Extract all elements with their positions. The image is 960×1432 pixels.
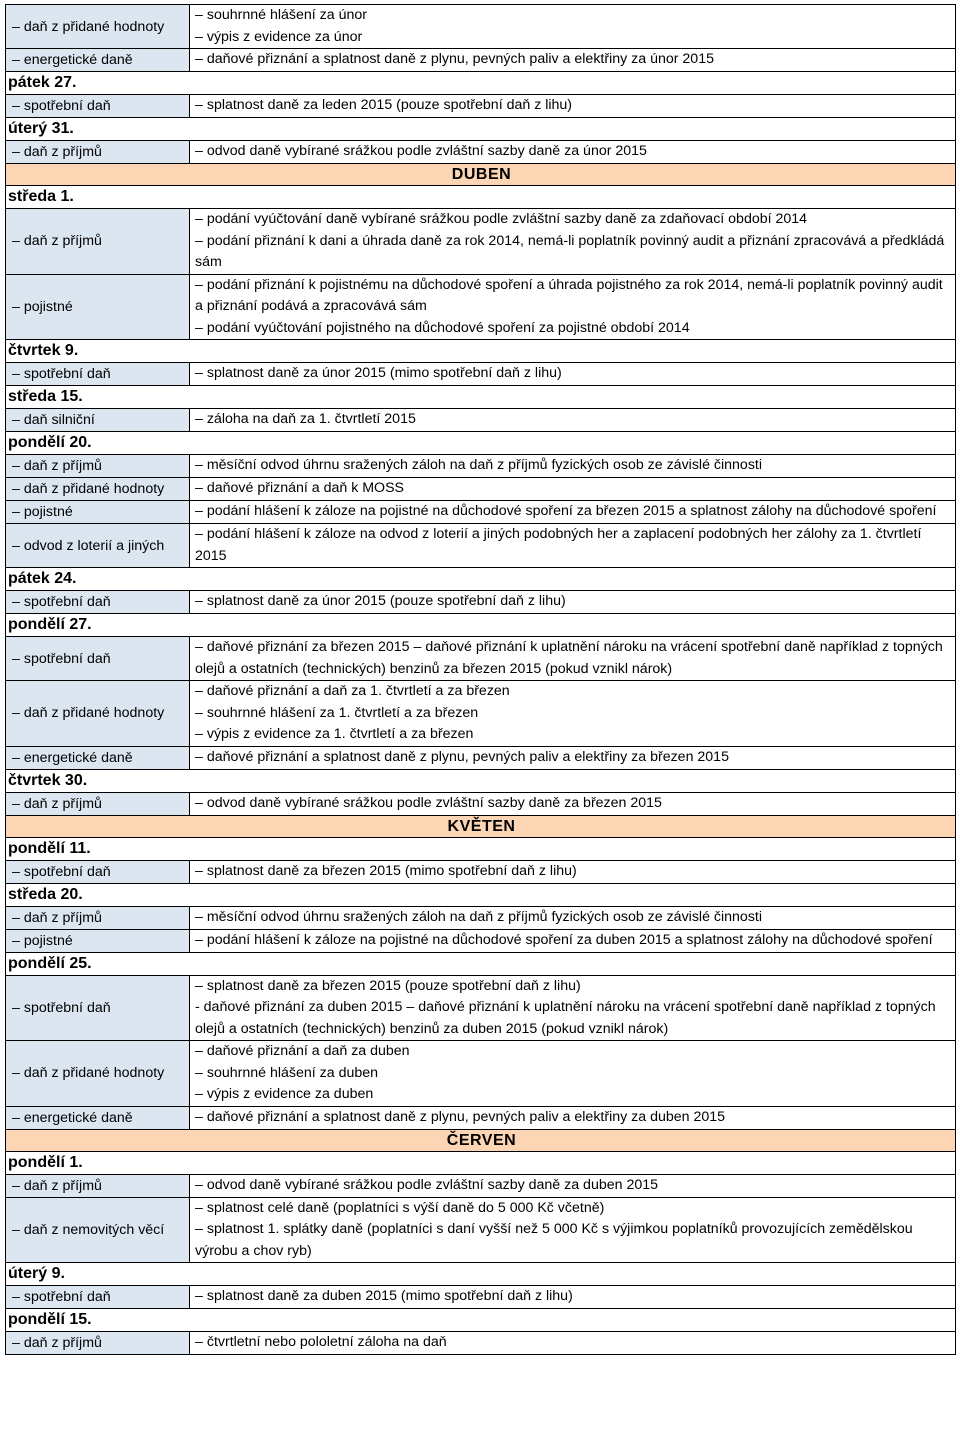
month-header-row — [6, 164, 956, 186]
entry-row — [6, 141, 956, 164]
entry-category: – odvod z loterií a jiných — [12, 538, 164, 554]
entry-row — [6, 637, 956, 681]
entry-item: – splatnost daně za duben 2015 (mimo spotřební daň z lihu) — [195, 1286, 951, 1308]
entry-item: – podání vyúčtování daně vybírané srážkou podle zvláštní sazby daně za zdaňovací období 2014 — [195, 209, 951, 231]
day-label: středa 15. — [6, 386, 956, 409]
entry-item: – splatnost daně za únor 2015 (mimo spotřební daň z lihu) — [195, 363, 951, 385]
day-header-row — [6, 386, 956, 409]
entry-item: – výpis z evidence za 1. čtvrtletí a za březen — [195, 724, 951, 746]
entry-category: – energetické daně — [12, 750, 133, 766]
entry-row — [6, 209, 956, 275]
entry-category: – daň z přidané hodnoty — [12, 19, 164, 35]
entry-category-cell — [6, 1286, 190, 1309]
entry-category: – pojistné — [12, 933, 73, 949]
entry-category: – daň z přidané hodnoty — [12, 1065, 164, 1081]
entry-category-cell — [6, 5, 190, 49]
entry-item: – podání přiznání k dani a úhrada daně za rok 2014, nemá-li poplatník povinný audit a přiznání zpracovává a předkládá sám — [195, 231, 951, 274]
entry-description-cell — [190, 792, 956, 815]
entry-category-cell — [6, 1332, 190, 1355]
entry-category: – energetické daně — [12, 1110, 133, 1126]
entry-row — [6, 363, 956, 386]
entry-row — [6, 591, 956, 614]
entry-category-cell — [6, 929, 190, 952]
entry-category: – pojistné — [12, 299, 73, 315]
entry-description-cell — [190, 274, 956, 340]
day-header-row — [6, 1309, 956, 1332]
entry-category-cell — [6, 906, 190, 929]
entry-row — [6, 478, 956, 501]
entry-description-cell — [190, 1174, 956, 1197]
entry-description-cell — [190, 49, 956, 72]
entry-category-cell — [6, 1041, 190, 1107]
entry-row — [6, 455, 956, 478]
entry-item: – splatnost daně za leden 2015 (pouze spotřební daň z lihu) — [195, 95, 951, 117]
entry-row — [6, 95, 956, 118]
month-label: KVĚTEN — [6, 815, 956, 837]
entry-row — [6, 1174, 956, 1197]
entry-item: – výpis z evidence za únor — [195, 27, 951, 49]
entry-row — [6, 5, 956, 49]
day-label: pondělí 20. — [6, 432, 956, 455]
day-header-row — [6, 837, 956, 860]
entry-description-cell — [190, 524, 956, 568]
entry-item: – splatnost daně za únor 2015 (pouze spotřební daň z lihu) — [195, 591, 951, 613]
entry-category-cell — [6, 455, 190, 478]
entry-category-cell — [6, 141, 190, 164]
entry-description-cell — [190, 1041, 956, 1107]
entry-row — [6, 929, 956, 952]
entry-row — [6, 409, 956, 432]
entry-category: – daň z příjmů — [12, 796, 102, 812]
entry-item: – splatnost 1. splátky daně (poplatníci s daní vyšší než 5 000 Kč s výjimkou poplatníků provozujících zemědělskou výrobu a chov ryb) — [195, 1219, 951, 1262]
entry-description-cell — [190, 929, 956, 952]
entry-description-cell — [190, 141, 956, 164]
day-label: pondělí 27. — [6, 614, 956, 637]
day-label: úterý 9. — [6, 1263, 956, 1286]
entry-description-cell — [190, 95, 956, 118]
day-label: pondělí 1. — [6, 1151, 956, 1174]
day-label: středa 1. — [6, 186, 956, 209]
entry-description-cell — [190, 975, 956, 1041]
entry-category-cell — [6, 1174, 190, 1197]
entry-description-cell — [190, 860, 956, 883]
entry-item: – daňové přiznání a splatnost daně z plynu, pevných paliv a elektřiny za březen 2015 — [195, 747, 951, 769]
day-header-row — [6, 1263, 956, 1286]
entry-description-cell — [190, 1197, 956, 1263]
month-label: ČERVEN — [6, 1129, 956, 1151]
day-header-row — [6, 883, 956, 906]
entry-category: – spotřební daň — [12, 366, 111, 382]
entry-description-cell — [190, 591, 956, 614]
entry-category: – spotřební daň — [12, 594, 111, 610]
day-label: čtvrtek 9. — [6, 340, 956, 363]
entry-row — [6, 1106, 956, 1129]
entry-row — [6, 792, 956, 815]
tax-calendar-table — [5, 4, 956, 1355]
entry-row — [6, 906, 956, 929]
entry-item: – záloha na daň za 1. čtvrtletí 2015 — [195, 409, 951, 431]
entry-description-cell — [190, 5, 956, 49]
day-header-row — [6, 340, 956, 363]
day-header-row — [6, 72, 956, 95]
entry-item: - daňové přiznání za duben 2015 – daňové přiznání k uplatnění nároku na vrácení spotřební daně například z topných olejů a ostatních (technických) benzinů za duben 2015 (pokud vznikl nárok) — [195, 999, 936, 1037]
entry-category-cell — [6, 209, 190, 275]
entry-category: – daň z příjmů — [12, 910, 102, 926]
entry-category: – daň silniční — [12, 412, 95, 428]
entry-row — [6, 1041, 956, 1107]
tax-calendar-body — [6, 5, 956, 1355]
entry-category: – daň z přidané hodnoty — [12, 481, 164, 497]
entry-item: – splatnost daně za březen 2015 (pouze spotřební daň z lihu) — [195, 976, 951, 998]
entry-category-cell — [6, 274, 190, 340]
entry-item: – daňové přiznání a daň za 1. čtvrtletí a za březen — [195, 681, 951, 703]
entry-row — [6, 1197, 956, 1263]
entry-category: – spotřební daň — [12, 1000, 111, 1016]
entry-item: – odvod daně vybírané srážkou podle zvláštní sazby daně za duben 2015 — [195, 1175, 951, 1197]
entry-description-cell — [190, 1106, 956, 1129]
entry-row — [6, 681, 956, 747]
entry-category-cell — [6, 478, 190, 501]
day-label: pátek 24. — [6, 568, 956, 591]
day-header-row — [6, 769, 956, 792]
entry-item: – daňové přiznání a daň za duben — [195, 1041, 951, 1063]
entry-item: – splatnost daně za březen 2015 (mimo spotřební daň z lihu) — [195, 861, 951, 883]
day-header-row — [6, 432, 956, 455]
entry-description-cell — [190, 478, 956, 501]
month-header-row — [6, 1129, 956, 1151]
entry-item: – daňové přiznání a daň k MOSS — [195, 478, 951, 500]
entry-item: – odvod daně vybírané srážkou podle zvláštní sazby daně za březen 2015 — [195, 793, 951, 815]
entry-category-cell — [6, 792, 190, 815]
day-label: pondělí 25. — [6, 952, 956, 975]
entry-category-cell — [6, 591, 190, 614]
entry-row — [6, 274, 956, 340]
entry-item: – souhrnné hlášení za duben — [195, 1063, 951, 1085]
entry-category-cell — [6, 409, 190, 432]
entry-row — [6, 975, 956, 1041]
day-label: pondělí 15. — [6, 1309, 956, 1332]
day-label: úterý 31. — [6, 118, 956, 141]
entry-item: – daňové přiznání za březen 2015 – daňové přiznání k uplatnění nároku na vrácení spotřební daně například z topných olejů a ostatních (technických) benzinů za březen 2015 (pokud vznikl nárok) — [195, 637, 951, 680]
entry-category: – spotřební daň — [12, 1289, 111, 1305]
day-label: pátek 27. — [6, 72, 956, 95]
entry-item: – podání hlášení k záloze na pojistné na důchodové spoření za duben 2015 a splatnost zálohy na důchodové spoření — [195, 930, 951, 952]
entry-item: – výpis z evidence za duben — [195, 1084, 951, 1106]
entry-item: – souhrnné hlášení za 1. čtvrtletí a za březen — [195, 703, 951, 725]
day-header-row — [6, 952, 956, 975]
entry-category: – daň z příjmů — [12, 233, 102, 249]
entry-description-cell — [190, 501, 956, 524]
entry-category: – spotřební daň — [12, 651, 111, 667]
entry-category-cell — [6, 363, 190, 386]
entry-item: – podání vyúčtování pojistného na důchodové spoření za pojistné období 2014 — [195, 318, 951, 340]
entry-description-cell — [190, 363, 956, 386]
entry-item: – čtvrtletní nebo pololetní záloha na daň — [195, 1332, 951, 1354]
entry-description-cell — [190, 681, 956, 747]
entry-item: – podání hlášení k záloze na pojistné na důchodové spoření za březen 2015 a splatnost zálohy na důchodové spoření — [195, 501, 951, 523]
day-label: pondělí 11. — [6, 837, 956, 860]
day-header-row — [6, 118, 956, 141]
entry-description-cell — [190, 209, 956, 275]
entry-category: – daň z příjmů — [12, 458, 102, 474]
entry-category-cell — [6, 637, 190, 681]
entry-category-cell — [6, 1197, 190, 1263]
entry-category: – daň z přidané hodnoty — [12, 705, 164, 721]
entry-category: – daň z nemovitých věcí — [12, 1222, 164, 1238]
entry-item: – měsíční odvod úhrnu sražených záloh na daň z příjmů fyzických osob ze závislé činnosti — [195, 907, 951, 929]
entry-item: – měsíční odvod úhrnu sražených záloh na daň z příjmů fyzických osob ze závislé činnosti — [195, 455, 951, 477]
entry-category: – daň z příjmů — [12, 1178, 102, 1194]
entry-description-cell — [190, 906, 956, 929]
entry-description-cell — [190, 409, 956, 432]
entry-description-cell — [190, 746, 956, 769]
entry-category-cell — [6, 501, 190, 524]
entry-category: – energetické daně — [12, 52, 133, 68]
entry-item: – odvod daně vybírané srážkou podle zvláštní sazby daně za únor 2015 — [195, 141, 951, 163]
entry-category-cell — [6, 524, 190, 568]
entry-category-cell — [6, 49, 190, 72]
entry-description-cell — [190, 455, 956, 478]
entry-item: – splatnost celé daně (poplatníci s výší daně do 5 000 Kč včetně) — [195, 1198, 951, 1220]
entry-description-cell — [190, 1286, 956, 1309]
month-label: DUBEN — [6, 164, 956, 186]
entry-item: – daňové přiznání a splatnost daně z plynu, pevných paliv a elektřiny za duben 2015 — [195, 1107, 951, 1129]
entry-category: – spotřební daň — [12, 98, 111, 114]
day-label: čtvrtek 30. — [6, 769, 956, 792]
entry-category-cell — [6, 681, 190, 747]
day-header-row — [6, 186, 956, 209]
entry-category-cell — [6, 95, 190, 118]
entry-category: – spotřební daň — [12, 864, 111, 880]
day-header-row — [6, 1151, 956, 1174]
entry-category: – daň z příjmů — [12, 1335, 102, 1351]
entry-row — [6, 524, 956, 568]
entry-description-cell — [190, 637, 956, 681]
entry-description-cell — [190, 1332, 956, 1355]
entry-category-cell — [6, 860, 190, 883]
entry-row — [6, 1286, 956, 1309]
entry-row — [6, 746, 956, 769]
entry-row — [6, 1332, 956, 1355]
month-header-row — [6, 815, 956, 837]
entry-category: – daň z příjmů — [12, 144, 102, 160]
day-header-row — [6, 614, 956, 637]
day-label: středa 20. — [6, 883, 956, 906]
entry-category-cell — [6, 975, 190, 1041]
entry-category: – pojistné — [12, 504, 73, 520]
entry-row — [6, 501, 956, 524]
entry-item: – podání hlášení k záloze na odvod z loterií a jiných podobných her a zaplacení podobných her zálohy za 1. čtvrtletí 2015 — [195, 524, 951, 567]
entry-row — [6, 49, 956, 72]
entry-item: – podání přiznání k pojistnému na důchodové spoření a úhrada pojistného za rok 2014, nemá-li poplatník povinný audit a přiznání podává a zpracovává sám — [195, 275, 951, 318]
day-header-row — [6, 568, 956, 591]
entry-category-cell — [6, 1106, 190, 1129]
entry-item: – souhrnné hlášení za únor — [195, 5, 951, 27]
entry-category-cell — [6, 746, 190, 769]
entry-item: – daňové přiznání a splatnost daně z plynu, pevných paliv a elektřiny za únor 2015 — [195, 49, 951, 71]
entry-row — [6, 860, 956, 883]
